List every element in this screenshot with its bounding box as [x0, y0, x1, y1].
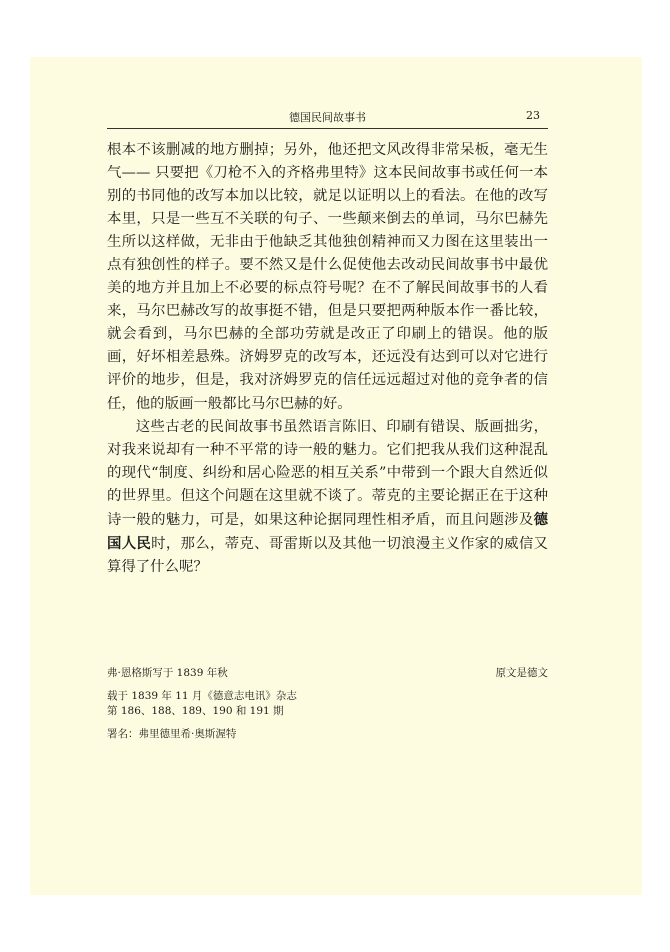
page-header	[107, 106, 548, 129]
running-title: 德国民间故事书	[289, 111, 366, 124]
original-language: 原文是德文	[495, 667, 548, 679]
paragraph-2-text-b: 时，那么，蒂克、哥雷斯以及其他一切浪漫主义作家的威信又算得了什么呢？	[107, 535, 548, 575]
author-note-row	[107, 666, 548, 681]
paragraph-1	[107, 139, 548, 416]
body-text	[107, 139, 548, 579]
publication-line-1: 载于 1839 年 11 月《德意志电讯》杂志	[107, 690, 297, 702]
page-number: 23	[526, 109, 540, 122]
publication-info	[107, 689, 548, 719]
paragraph-2	[107, 416, 548, 579]
paragraph-2-emphasis: 德国人民	[107, 510, 548, 552]
author-line: 弗·恩格斯写于 1839 年秋	[107, 667, 228, 679]
signature-line: 署名：弗里德里希·奥斯渥特	[107, 728, 237, 740]
paragraph-2-text-a: 这些古老的民间故事书虽然语言陈旧、印刷有错误、版画拙劣，对我来说却有一种不平常的诗一般的魅力。它们把我从我们这种混乱的现代“制度、纠纷和居心险恶的相互关系”中带到一个跟大自然近似的世界里。但这个问题在这里就不谈了。蒂克的主要论据正在于这种诗一般的魅力，可是，如果这种论据同理性相矛盾，而且问题涉及	[107, 418, 548, 528]
publication-line-2: 第 186、188、189、190 和 191 期	[107, 705, 284, 717]
paragraph-1-text: 根本不该删减的地方删掉；另外，他还把文风改得非常呆板，毫无生气—— 只要把《刀枪不入的齐格弗里特》这本民间故事书或任何一本别的书同他的改写本加以比较，就足以证明以上的看法。在他的改写本里，只是一些互不关联的句子、一些颠来倒去的单词，马尔巴赫先生所以这样做，无非由于他缺乏其他独创精神而又力图在这里装出一点有独创性的样子。要不然又是什么促使他去改动民间故事书中最优美的地方并且加上不必要的标点符号呢？在不了解民间故事书的人看来，马尔巴赫改写的故事挺不错，但是只要把两种版本作一番比较，就会看到，马尔巴赫的全部功劳就是改正了印刷上的错误。他的版画，好坏相差悬殊。济姆罗克的改写本，还远没有达到可以对它进行评价的地步，但是，我对济姆罗克的信任远远超过对他的竞争者的信任，他的版画一般都比马尔巴赫的好。	[107, 142, 548, 412]
